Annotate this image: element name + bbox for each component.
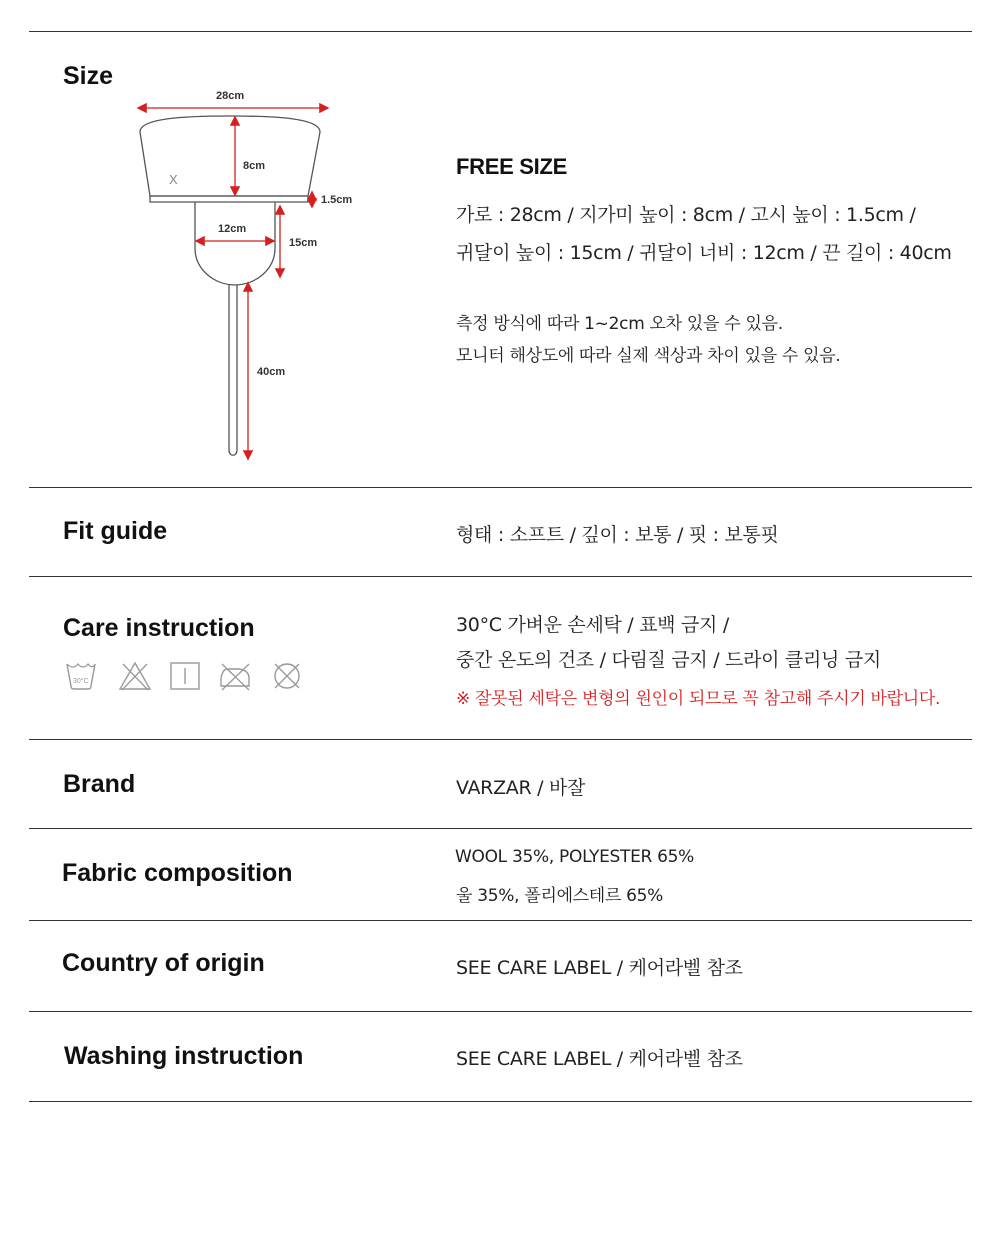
measurement-note: 측정 방식에 따라 1~2cm 오차 있을 수 있음. bbox=[456, 314, 783, 334]
hat-size-diagram bbox=[125, 80, 365, 465]
free-size-heading: FREE SIZE bbox=[456, 154, 567, 179]
fabric-line-2: 울 35%, 폴리에스테르 65% bbox=[456, 886, 664, 906]
fabric-line-1: WOOL 35%, POLYESTER 65% bbox=[455, 847, 695, 867]
no-bleach-icon bbox=[118, 660, 152, 692]
divider bbox=[29, 739, 972, 740]
no-iron-icon bbox=[217, 660, 253, 692]
hat-brim-outline bbox=[150, 196, 308, 202]
brand-value: VARZAR / 바잘 bbox=[456, 777, 586, 799]
brand-label: Brand bbox=[63, 770, 136, 798]
hand-wash-30-icon bbox=[64, 660, 98, 692]
hat-crown-outline bbox=[140, 116, 320, 196]
size-spec-line-1: 가로 : 28cm / 지가미 높이 : 8cm / 고시 높이 : 1.5cm / bbox=[456, 204, 916, 226]
width-dimension-label: 28cm bbox=[216, 90, 245, 102]
divider bbox=[29, 487, 972, 488]
fit-guide-label: Fit guide bbox=[63, 517, 168, 545]
strap-outline bbox=[229, 285, 237, 455]
crown-height-label: 8cm bbox=[243, 160, 266, 172]
care-line-2: 중간 온도의 건조 / 다림질 금지 / 드라이 클리닝 금지 bbox=[456, 649, 881, 671]
flap-width-label: 12cm bbox=[218, 223, 247, 235]
fit-guide-value: 형태 : 소프트 / 깊이 : 보통 / 핏 : 보통핏 bbox=[456, 524, 779, 546]
svg-text:30°C: 30°C bbox=[73, 678, 89, 685]
care-instruction-label: Care instruction bbox=[63, 614, 255, 642]
divider bbox=[29, 828, 972, 829]
divider bbox=[29, 1101, 972, 1102]
strap-length-label: 40cm bbox=[257, 366, 286, 378]
fabric-composition-label: Fabric composition bbox=[62, 859, 293, 887]
no-dry-clean-icon bbox=[271, 660, 303, 692]
flap-height-label: 15cm bbox=[289, 237, 318, 249]
dry-flat-icon bbox=[169, 660, 201, 692]
country-of-origin-label: Country of origin bbox=[62, 949, 265, 977]
logo-mark: X bbox=[169, 172, 178, 187]
brim-height-label: 1.5cm bbox=[321, 194, 353, 206]
divider bbox=[29, 576, 972, 577]
care-warning: ※ 잘못된 세탁은 변형의 원인이 되므로 꼭 참고해 주시기 바랍니다. bbox=[456, 689, 941, 709]
divider bbox=[29, 31, 972, 32]
country-of-origin-value: SEE CARE LABEL / 케어라벨 참조 bbox=[456, 957, 743, 979]
divider bbox=[29, 1011, 972, 1012]
care-line-1: 30°C 가벼운 손세탁 / 표백 금지 / bbox=[456, 614, 729, 636]
washing-instruction-label: Washing instruction bbox=[64, 1042, 304, 1070]
color-note: 모니터 해상도에 따라 실제 색상과 차이 있을 수 있음. bbox=[456, 346, 841, 366]
size-label: Size bbox=[63, 62, 114, 90]
divider bbox=[29, 920, 972, 921]
size-spec-line-2: 귀달이 높이 : 15cm / 귀달이 너비 : 12cm / 끈 길이 : 40cm bbox=[456, 242, 952, 264]
ear-flap-outline bbox=[195, 202, 275, 285]
washing-instruction-value: SEE CARE LABEL / 케어라벨 참조 bbox=[456, 1048, 743, 1070]
